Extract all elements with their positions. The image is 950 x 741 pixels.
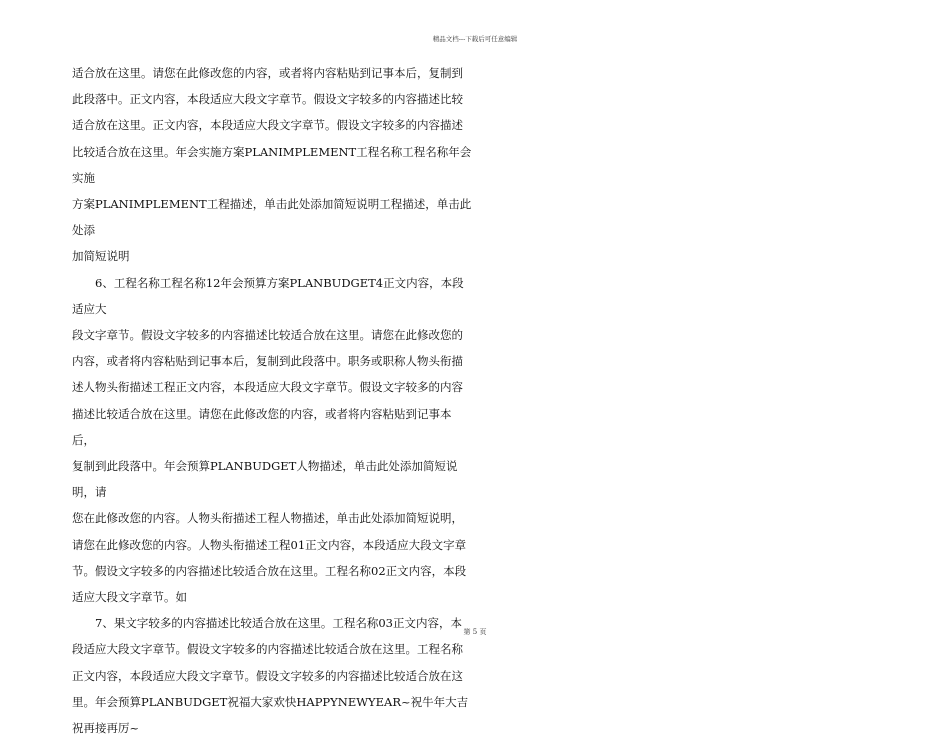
body-paragraph-1: 适合放在这里。请您在此修改您的内容，或者将内容粘贴到记事本后，复制到 此段落中。正文内容，本段适应大段文字章节。假设文字较多的内容描述比较 适合放在这里。正文内容，本段适应大段文字章节。假设文字较多的内容描述 比较适合放在这里。年会实施方案PLANIMPLEMENT工程名称工程名称年会实施 方案PLANIMPLEMENT工程描述，单击此处添加简短说明工程描述，单击此处添 加简短说明 (72, 66, 472, 264)
body-paragraph-3: 7、果文字较多的内容描述比较适合放在这里。工程名称03正文内容，本 段适应大段文字章节。假设文字较多的内容描述比较适合放在这里。工程名称 正文内容，本段适应大段文字章节。假设文字较多的内容描述比较适合放在这 里。年会预算PLANBUDGET祝福大家欢快HAPPYNEWYEAR~祝牛年大吉祝再接再厉~ (72, 616, 469, 736)
document-body (72, 60, 472, 741)
body-paragraph-2: 6、工程名称工程名称12年会预算方案PLANBUDGET4正文内容，本段适应大 段文字章节。假设文字较多的内容描述比较适合放在这里。请您在此修改您的 内容，或者将内容粘贴到记事本后，复制到此段落中。职务或职称人物头衔描 述人物头衔描述工程正文内容，本段适应大段文字章节。假设文字较多的内容 描述比较适合放在这里。请您在此修改您的内容，或者将内容粘贴到记事本后， 复制到此段落中。年会预算PLANBUDGET人物描述，单击此处添加简短说明，请 您在此修改您的内容。人物头衔描述工程人物描述，单击此处添加简短说明， 请您在此修改您的内容。人物头衔描述工程01正文内容，本段适应大段文字章 节。假设文字较多的内容描述比较适合放在这里。工程名称02正文内容，本段 适应大段文字章节。如 (72, 275, 467, 605)
page-number: 第 5 页 (463, 628, 487, 636)
page-header: 精品文档---下载后可任意编辑 (432, 35, 518, 43)
